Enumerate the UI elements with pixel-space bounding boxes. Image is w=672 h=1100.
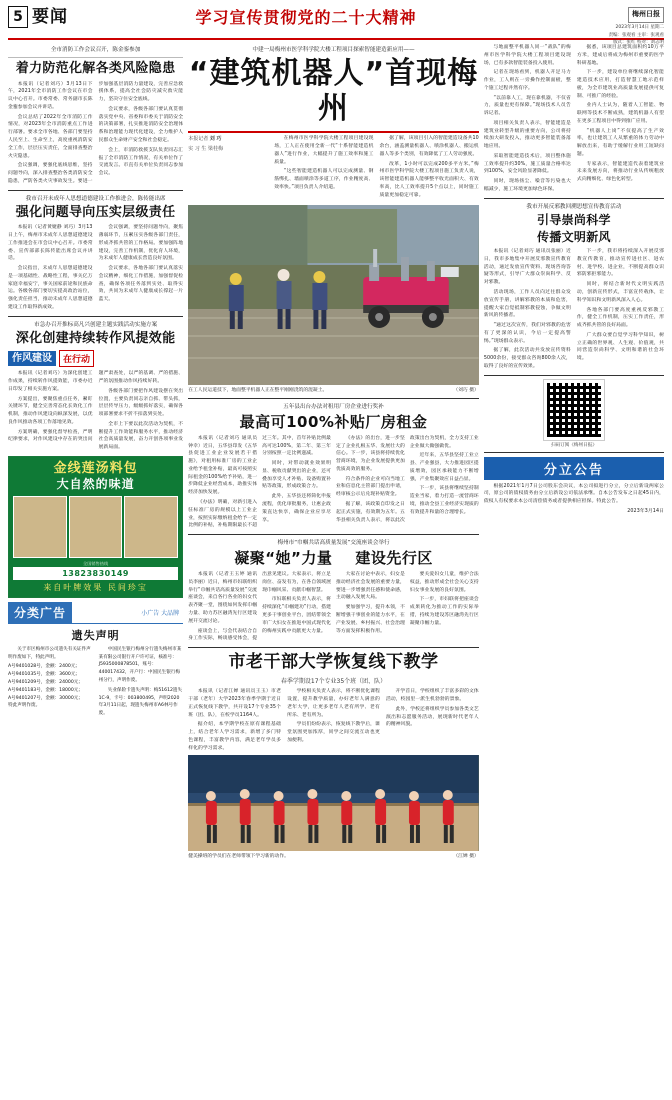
byline-intern: 实 习 生 梁桂梅 [188, 146, 223, 153]
paragraph: 《办法》的出台，进一步坚定了企业扎根五华、发展壮大的信心。下一步，该县将持续优化营商环境，为企业发展提供更加优质高效的服务。 [336, 435, 405, 472]
caption-text: 在工人民运道技下，地面整平机器人正在整平刚刚浇筑的混凝土。 [188, 387, 328, 393]
paragraph: 下一步，我市将持续深入开展反邪教宣传教育，推动宣传进社区、进农村、进学校、进企业，不断提高群众识邪防邪拒邪能力。 [576, 249, 664, 278]
article-kicker: 我市开展反邪教回溯思想宣传教育活动 [526, 203, 622, 210]
ad-photo [69, 496, 123, 558]
paragraph: 开学首日，学校组织了丰富多彩的文体活动，校园里一派生机勃勃的景象。 [385, 689, 479, 703]
lead-intro [274, 135, 373, 201]
caption-text: 健美操班的学员们在老师带领下学习新的动作。 [188, 854, 289, 860]
byline-name: 刘 巧 [209, 136, 222, 143]
article-anti-cult-education [484, 203, 664, 371]
ad-photo [124, 496, 178, 558]
lead-byline-block [188, 135, 268, 201]
paragraph: 业内人士认为，随着人工智能、物联网等技术不断成熟，建筑机器人有望在更多工程项目中得到推广应用。 [576, 103, 664, 124]
paragraph: 同时，将结合新时代文明实践活动，创新宣传形式，丰富宣传载体，让科学知识和文明新风深入人心。 [576, 282, 664, 303]
university-photo-caption [188, 853, 479, 860]
notice-item: A号9401028号，金额：2400元； [8, 664, 81, 670]
lead-photo-caption [188, 387, 479, 394]
paragraph: 会议要求，各级各部门要认真贯彻落实党中央、省委和市委关于消防安全的决策部署，扎实推进消防安全治理体系和治理能力现代化建设，全力维护人民群众生命财产安全和社会稳定。 [98, 106, 184, 143]
article-headline: 强化问题导向压实层级责任 [15, 204, 176, 220]
paragraph: 会议要求，各地各部门要认真落实会议精神，细化工作措施，加强督促检查，确保各项任务落到实处、取得实效，共同为未成年人健康成长撑起一片蓝天。 [98, 266, 184, 303]
paragraph: 项目相关负责人表示，智能建造是建筑业转型升级的重要方向，公司将持续加大研发投入，推动更多智能装备落地应用。 [483, 120, 571, 150]
notice-title: 遗失声明 [71, 628, 120, 642]
headline-part-2: 建设先行区 [355, 549, 433, 568]
classified-notice [8, 627, 183, 718]
lead-top-row [188, 135, 479, 201]
paragraph: 根据2021年1月7日公司股东会决议，本公司拟进行分立，分立后新设两家公司，原公司的债权债务由分立后新设公司依法承继。自本公告发布之日起45日内，债权人有权要求本公司清偿债务或者提供相应担保。特此公告。 [483, 483, 664, 505]
classified-header-bar [8, 602, 183, 624]
notice-item: A号9401183号，金额：18000元； [8, 687, 83, 693]
article-kicker: 我市召开未成年人思想道德建设工作推进会，陈传能出席 [25, 195, 166, 202]
paragraph: 全市上下要以此次活动为契机，不断提升工作效能和服务水平，推动经济社会高质量发展，奋力开创各项事业发展新局面。 [98, 421, 184, 451]
lead-headline: “建筑机器人”首现梅州 [188, 56, 479, 126]
column-middle [188, 44, 479, 1096]
paragraph: 在梅州市医学科学院大楼工程项目建设现场，工人正在使用全新一代“十系智能建造机器人”进行作业，大幅提升了施工效率和施工质量。 [274, 136, 374, 165]
masthead-meta [544, 6, 664, 47]
headline-part-1: 凝聚“她”力量 [234, 549, 333, 568]
paragraph: 本报讯（记者刘巧）3月13日下午，2021年全市消防工作会议在市会议中心召开。市委常委、常务副市长陈金銮参加会议并讲话。 [8, 81, 93, 110]
paragraph: 会议指出，未成年人思想道德建设是一项基础性、战略性工程，事关亿万家庭幸福安宁，事关国家前途和民族命运。各级各部门要切实提高政治站位，强化责任担当，推动未成年人思想道德建设工作取得新成效。 [8, 266, 93, 310]
article-headline-2: 传播文明新风 [537, 230, 611, 245]
article-body [8, 370, 183, 452]
column-right [484, 44, 664, 1096]
paragraph: 本报讯（记者王玉婷 通讯员李丽）近日，梅州市妇联组织举行“巾帼共话高质量发展”交流座谈会，来自各行各业的妇女代表齐聚一堂，围绕如何发挥巾帼力量、助力苏区融湾先行区建设展开交流讨论。 [188, 572, 258, 624]
notice-body [8, 646, 183, 718]
paragraph: 下一步，该县将继续坚持制造业当家，着力打造一流营商环境，推动全县工业经济实现质的有效提升和量的合理增长。 [409, 486, 479, 515]
photo-credit: （刘巧 摄） [453, 387, 479, 393]
paper-name: 梅州日报 [628, 7, 664, 23]
ad-photo [13, 496, 67, 558]
article-headline: 最高可100%补贴厂房租金 [239, 413, 428, 432]
notice-body [484, 483, 664, 516]
article-factory-rent-subsidy [188, 403, 479, 530]
paragraph: 大家在讨论中表示，妇女是推动经济社会发展的重要力量，要进一步增强责任感和使命感，主动融入发展大局。 [336, 572, 405, 601]
paragraph: 据了解，该项目引入的智能建造设备共10余台，涵盖测量机器人、喷涂机器人、搬运机器人等多个类别，有效降低了工人劳动强度。 [379, 136, 479, 157]
masthead [8, 6, 664, 46]
article-headline: 着力防范化解各类风险隐患 [15, 61, 176, 77]
article-senior-university [188, 652, 479, 861]
article-kicker: 梅州市“巾帼共话高质量发展”交流座谈会举行 [277, 540, 390, 547]
construction-site-illustration [188, 205, 479, 385]
paragraph: 据介绍，本学期学校在原有课程基础上，结合老年人学习需求，新增了多门特色课程，丰富教学内容，满足老年学员多样化的学习需求。 [188, 722, 282, 751]
paragraph: 据悉，该项目总建筑面积约10万平方米，建成后将成为梅州市重要的医学科研基地。 [576, 45, 664, 66]
paragraph: 方案提出，要聚焦重点任务，紧盯关键环节，健全完善常态化长效化工作机制，推动作风建设向纵深发展，以优良作风推动各项工作落地见效。 [8, 396, 93, 425]
ad-hotline-label: 全国销售热线 [83, 560, 109, 566]
page-number: 5 [8, 6, 28, 28]
paragraph: 学员们纷纷表示，恢复线下教学后，课堂氛围更加浓厚，同学之间交流互动也更加便利。 [287, 722, 380, 743]
notice-item: A号9401035号，金额：3600元； [8, 672, 81, 678]
paragraph: 同时，对带动就业效果明显、税收贡献突出的企业，还可叠加享受人才补贴、设备购置补贴等政策，形成政策合力。 [262, 461, 331, 490]
article-headline: 深化创建持续转作风提效能 [15, 331, 176, 347]
article-body [188, 571, 479, 643]
paragraph: 要关爱妇女儿童，维护合法权益，推动形成全社会关心支持妇女事业发展的良好氛围。 [409, 572, 479, 593]
lead-intro-2 [380, 135, 479, 201]
ad-hotline-number[interactable]: 13823830149 [13, 567, 178, 580]
paragraph: 近年来，五华县坚持工业立县、产业强县，大力推进园区提质增效，园区承载能力不断增强，产业集聚效应日益凸显。 [409, 453, 479, 482]
paragraph: 下一步，建设单位将继续深化智能建造技术应用，打造智慧工地示范样板，为全市建筑业高质量发展提供可复制、可推广的经验。 [576, 70, 664, 99]
ad-title-line-1: 金线莲汤料包 [53, 460, 138, 476]
article-body [188, 688, 479, 752]
masthead-slogan: 学习宣传贯彻党的二十大精神 [195, 8, 417, 27]
masthead-slogan-wrap [68, 6, 544, 30]
qr-caption: 扫码订阅《梅州日报》 [550, 442, 597, 448]
paragraph: 会上，市消防救援支队负责同志汇报了全市消防工作情况，有关单位作了交流发言。市直有关单位负责同志参加会议。 [98, 147, 184, 177]
paragraph: 本报讯（记者刘巧 通讯员钟幸）近日，五华县印发《五华县促进工业企业发展若干措施》，对租用标准厂房的工业企业给予租金补贴，最高可按照实际租金的100%给予补贴，进一步降低企业经营成本，助推实体经济加快发展。 [188, 435, 258, 496]
paragraph: 要加强学习，提升本领，不断增强干事创业的能力水平，在产业发展、乡村振兴、社会治理等方面发挥积极作用。 [336, 605, 405, 634]
paragraph: 会议强调，要坚持问题导向，聚焦薄弱环节，压紧压实各级各部门责任，形成齐抓共管的工作格局。要加强阵地建设，完善工作机制，优化育人环境，为未成年人健康成长营造良好氛围。 [98, 225, 184, 262]
paragraph: 各级各部门要把作风建设摆在突出位置，主要负责同志亲自抓、带头抓，层层传导压力，级级抓好落实，确保各项部署要求不折不扣落到实处。 [98, 388, 184, 418]
paragraph: 学校相关负责人表示，将不断优化课程设置，提升教学质量，办好老年人满意的老年大学，让更多老年人老有所学、老有所乐、老有所为。 [287, 689, 380, 718]
article-youth-education [8, 195, 183, 312]
paragraph: 会议强调，要强化底线思维，坚持问题导向，深入排查整治各类消防安全隐患，严防各类火灾事故发生。要进一步加强基层消防力量建设，完善应急救援体系，提高全社会防灾减灾救灾能力，坚决守住安全底线。 [8, 81, 184, 184]
paragraph: 与地面整平机器人同一“战队”的梅州市医学科学院大楼工程项目建设现场，已有多款智能装备投入使用。 [483, 45, 571, 66]
notice-item: A号9401209号，金额：24000元； [8, 679, 83, 685]
classified-tagline: 小广告 大品牌 [141, 609, 180, 617]
article-subhead: 春季学期设17个专业35个班（团、队） [280, 678, 387, 686]
ad-title-line-2: 大自然的味道 [56, 477, 135, 492]
paragraph: 各地各部门要高度重视反邪教工作，健全工作机制，压实工作责任，形成齐抓共管的良好局面。 [576, 307, 664, 329]
notice-item: A号9401207号，金额：30000元； [8, 695, 83, 701]
column-left [8, 44, 183, 1096]
paragraph: 采取智能建造技术后，项目整体施工效率提升约30%，施工质量合格率达到100%，安全风险显著降低。 [483, 153, 571, 175]
notice-date: 2023年3月14日 [627, 508, 664, 514]
paragraph: 座谈会上，与会代表结合自身工作实际，畅谈感受体会，提出意见建议。大家表示，将立足岗位、奋发有为，在各自领域展现巾帼风采、贡献巾帼智慧。 [188, 572, 331, 642]
paragraph: 会议总结了2022年全市消防工作情况，对2023年全市消防重点工作进行部署。要求全市各地、各部门要坚持人民至上、生命至上，高度重视消防安全工作，层层压实责任，全面排查整治火灾隐患。 [8, 114, 93, 159]
advertisement-soup-pack[interactable] [8, 456, 183, 598]
campaign-badge-label: 作风建设 [8, 351, 56, 366]
article-kicker: 市急办召开推标高凡兴创建主题实践活动实施方案 [34, 321, 158, 328]
classified-header: 分类广告 [8, 602, 72, 623]
dance-class-illustration [188, 755, 479, 851]
editor-credits-1: 责编：张观看 主审：张观看 [608, 32, 664, 38]
legal-notice-split [484, 457, 664, 516]
paragraph: “这些智能建造机器人可以完成测量、钢筋绑扎、墙面喷涂等多道工序，作业精度高、效率快。”项目负责人介绍道。 [274, 169, 374, 190]
issue-date: 2023年3月14日 星期二 [615, 24, 664, 30]
article-body [484, 248, 664, 370]
notice-item: 特此声明作废。 [8, 703, 41, 709]
paragraph: 《办法》明确，对新引进入驻标准厂房的规模以上工业企业，按照实际缴纳租金给予一定比例的补贴，补贴期限最长不超过三年。其中，首年补贴比例最高可达100%，第二年、第三年分别按照一定比例递减。 [188, 435, 331, 529]
paragraph: “以前靠人工，现在靠机器，不仅省力，质量也更有保障。”现场技术人员告诉记者。 [483, 95, 571, 117]
byline-label: 本报记者 [188, 136, 209, 143]
paragraph: 符合条件的企业可向当地工业和信息化主管部门提出申请，经审核公示后兑现补贴资金。 [336, 476, 405, 498]
editor-credits-2: 版式：张红 校对：刘志明 [613, 40, 664, 46]
paragraph: 失业保险卡遗失声明：梅51612遗失1C-9，卡号：003800495，声明2020年3月11日起，现遗失梅州市A6林号作废。 [98, 687, 183, 717]
paragraph: 广大群众要自觉学习科学知识，树立正确的世界观、人生观、价值观，共同营造崇尚科学、文明和谐的社会环境。 [576, 332, 664, 362]
article-kicker: 中建一局梅州市医学科学院大楼工程项目探索智能建造新应用—— [252, 47, 415, 53]
article-body [188, 435, 479, 530]
photo-credit: （江婵 摄） [453, 854, 479, 860]
paragraph: 专家表示，智能建造代表着建筑业未来发展方向，将推动行业从传统粗放式向精细化、绿色化转型。 [576, 161, 664, 183]
paragraph: 此外，五华县还将简化申报流程，优化审批服务，让惠企政策直达快享，确保企业应享尽享。 [262, 494, 331, 523]
paragraph: 据了解，此次活动共发放宣传资料5000余份，接受群众咨询800余人次，取得了良好的宣传效果。 [483, 348, 571, 369]
ad-slogan: 来自叶牌效果 民间珍宝 [43, 582, 148, 592]
article-kicker: 五年县出台办法对租用厂房企业进行奖补 [283, 403, 384, 410]
notice-header: 分立公告 [484, 457, 664, 480]
article-fire-safety [8, 46, 183, 186]
paragraph: 记者在现场看到，机器人开足马力作业，工人则在一旁操作控制面板，整个施工过程井然有序。 [483, 70, 571, 91]
article-headline: 市老干部大学恢复线下教学 [228, 652, 439, 673]
article-headline [188, 549, 479, 568]
article-headline-1: 引导崇尚科学 [537, 213, 611, 228]
paragraph: 方案明确，要强化督导检查，严明纪律要求，对作风建设中存在的突出问题严肃查处，以严的基调、严的措施、严的氛围推动作风持续好转。 [8, 371, 184, 443]
ad-product-photos [13, 496, 178, 558]
qr-code-icon[interactable] [544, 380, 604, 440]
article-women-forum [188, 539, 479, 643]
lead-photo [188, 205, 479, 385]
paragraph: 改革，1小时可以完成200多平方米。”梅州市医学科学院大楼工程项目施工负责人说，该智能建造机器人能够整平收光面积大、有效率高，比人工效率提升5个点以上，同时施工质量更加稳定可靠。 [379, 161, 479, 198]
paragraph: 本报讯（记者江婵 通讯员王玉）市老干部（老年）大学2023年春季学期于近日正式恢复线下教学，共开设17个专业35个班（团、队），在校学员1164人。 [188, 689, 282, 718]
page-body [8, 44, 664, 1096]
paragraph: 活动现场，工作人员向过往群众发放宣传手册，讲解邪教的本质和危害，提醒大家自觉抵制邪教侵蚀，争做文明新风的传播者。 [483, 290, 571, 319]
article-body [8, 81, 183, 186]
article-lead-continuation [484, 44, 664, 194]
paragraph: “通过这次宣传，我们对邪教的危害有了更深的认识，今后一定提高警惕。”现场群众表示。 [483, 323, 571, 344]
section-title: 要闻 [32, 7, 68, 27]
university-photo [188, 755, 479, 851]
campaign-badge-label-2: 在行动 [59, 350, 94, 367]
article-kicker: 全市消防工作会议召开，陈金銮参加 [50, 47, 141, 53]
paragraph: 本报讯（记者黄婕静 刘巧）3月13日上午，梅州市未成年人思想道德建设工作推进会在市会议中心召开。市委常委、宣传部部长陈传能出席会议并讲话。 [8, 225, 93, 262]
paragraph: 下一步，市妇联将把座谈会成果转化为推动工作的实际举措，持续为建设苏区融湾先行区凝聚巾帼力量。 [409, 597, 479, 626]
paragraph: 本报讯（记者刘巧）为深化创建工作成果，持续转作风提效能，市委办近日印发了相关实施方案。 [8, 371, 93, 392]
article-lead-construction-robot [188, 46, 479, 394]
article-body [8, 224, 183, 311]
qr-subscribe-block[interactable] [484, 380, 664, 448]
paragraph: 关于市区梅州市公司遗失有关证件声明作废如下，特此声明。 [8, 646, 91, 660]
article-body [484, 44, 664, 194]
article-work-style [8, 321, 183, 452]
campaign-badge [8, 350, 183, 367]
paragraph: 中国民生银行梅州分行遗失梅州市某某有限公司银行开户许可证，核准号：J5935000878501，账号：440017432，开户行：中国民生银行梅州分行，声明作废。 [98, 646, 182, 683]
paragraph: 市妇联相关负责人表示，将持续深化“巾帼建功”行动，搭建更多干事创业平台，团结带领全市广大妇女在推进中国式现代化的梅州实践中贡献更大力量。 [262, 597, 331, 634]
paragraph: 此外，学校还将组织学员参加各类文艺演出和志愿服务活动，展现新时代老年人的精神风貌。 [385, 706, 479, 728]
paragraph: “机器人上岗”不仅提高了生产效率，也让建筑工人从繁重的体力劳动中解放出来，有助于缓解行业用工短缺问题。 [576, 128, 664, 157]
paragraph: 据了解，该政策自印发之日起正式实施，有效期为五年。五华县相关负责人表示，将以此次政策出台为契机，全力支持工业企业做大做强做优。 [336, 435, 479, 523]
paragraph: 本报讯（记者刘巧 通讯员张丽）近日，我市多地集中开展反邪教宣传教育活动，通过发放宣传资料、现场咨询答疑等形式，引导广大群众崇尚科学、反对邪教。 [483, 249, 571, 286]
paragraph: 同时，现场扬尘、噪音等污染也大幅减少，施工环境更加绿色环保。 [483, 179, 571, 193]
